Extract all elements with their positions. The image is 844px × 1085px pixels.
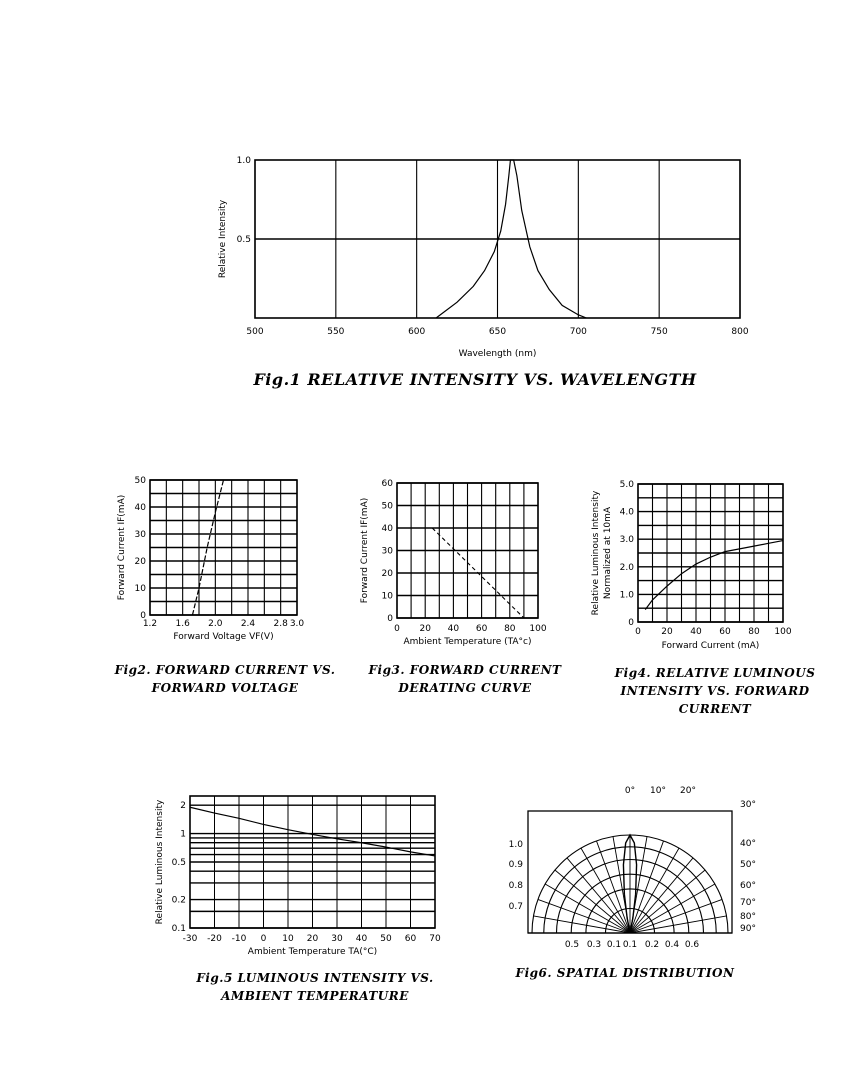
fig2-xtick-label-5: 3.0	[289, 619, 305, 629]
fig6-angle-label-1: 10°	[650, 786, 666, 796]
fig3-ytick-label-4: 40	[381, 524, 393, 534]
fig4-xlabel: Forward Current (mA)	[661, 641, 760, 651]
fig6-caption: Fig6. SPATIAL DISTRIBUTION	[515, 966, 735, 980]
fig4-xtick-label-2: 40	[690, 627, 702, 637]
fig4-ylabel2: Normalized at 10mA	[603, 506, 613, 600]
fig3-chart	[355, 475, 555, 655]
fig4-ylabel: Relative Luminous Intensity	[591, 490, 601, 616]
fig5-xtick-label-3: 0	[260, 934, 267, 944]
fig6-bottom-label-0: 0.5	[564, 940, 580, 950]
fig6-plot	[508, 785, 756, 955]
fig2-chart	[110, 470, 310, 650]
fig6-angle-label-0: 0°	[624, 786, 636, 796]
fig4-ytick-label-0: 0	[628, 618, 634, 628]
fig5-caption: Fig.5 LUMINOUS INTENSITY VS. AMBIENT TEMPERATURE	[196, 971, 434, 1003]
fig1-ylabel: Relative Intensity	[218, 199, 228, 279]
fig6-bottom-label-1: 0.3	[586, 940, 602, 950]
fig6-angle-label-7: 70°	[740, 898, 756, 908]
fig5-xtick-label-8: 50	[380, 934, 392, 944]
fig4-xtick-label-0: 0	[635, 627, 641, 637]
fig6-chart	[508, 785, 756, 955]
fig3-xtick-label-4: 80	[504, 624, 516, 634]
fig5-xlabel: Ambient Temperature TA(°C)	[247, 947, 378, 957]
fig6-radial-label-3: 0.7	[508, 902, 523, 912]
fig2-xtick-label-1: 1.6	[175, 619, 190, 629]
fig4-plot	[585, 478, 800, 658]
fig5-xtick-label-2: -10	[231, 934, 247, 944]
fig4-xtick-label-3: 60	[719, 627, 731, 637]
fig2-ytick-label-1: 10	[134, 584, 146, 594]
fig2-xtick-label-3: 2.4	[240, 619, 256, 629]
fig6-angle-label-3: 30°	[740, 800, 756, 810]
fig3-ytick-label-0: 0	[387, 614, 393, 624]
fig1-xtick-label-0: 500	[246, 327, 264, 337]
fig5-xtick-label-1: -20	[207, 934, 222, 944]
fig1-xtick-label-6: 800	[731, 327, 749, 337]
fig5-ytick-label-0: 0.1	[171, 924, 186, 934]
fig6-bottom-label-2: 0.1	[606, 940, 622, 950]
fig5-xtick-label-10: 70	[429, 934, 441, 944]
fig3-xtick-label-0: 0	[394, 624, 400, 634]
fig2-caption: Fig2. FORWARD CURRENT VS. FORWARD VOLTAGE	[114, 663, 336, 695]
fig6-bottom-label-4: 0.2	[644, 940, 660, 950]
fig6-radial-label-2: 0.8	[508, 881, 523, 891]
fig5-xtick-label-7: 40	[355, 934, 368, 944]
fig4-caption: Fig4. RELATIVE LUMINOUS INTENSITY VS. FORWARD CURRENT	[614, 666, 816, 716]
fig5-xtick-label-5: 20	[306, 934, 319, 944]
fig6-angle-label-9: 90°	[740, 924, 756, 934]
fig2-xtick-label-0: 1.2	[142, 619, 158, 629]
fig6-radial-label-0: 1.0	[508, 840, 523, 850]
fig3-ytick-label-3: 30	[381, 546, 393, 557]
fig5-xtick-label-4: 10	[282, 934, 294, 944]
fig3-ytick-label-1: 10	[381, 591, 393, 602]
fig4-ytick-label-4: 4.0	[619, 507, 634, 518]
fig5-chart	[148, 788, 448, 968]
fig4-xtick-label-1: 20	[661, 627, 673, 637]
fig5-ytick-label-3: 1	[180, 829, 186, 840]
fig6-bottom-label-5: 0.4	[664, 940, 680, 950]
fig5-ytick-label-2: 0.5	[171, 858, 186, 868]
fig6-bottom-label-6: 0.6	[684, 940, 700, 950]
fig2-plot	[110, 470, 310, 650]
fig6-angle-label-2: 20°	[680, 786, 696, 796]
fig2-xtick-label-2: 2.0	[208, 619, 223, 629]
fig6-angle-label-8: 80°	[740, 912, 756, 922]
fig2-ytick-label-0: 0	[140, 611, 146, 621]
fig3-ytick-label-5: 50	[381, 501, 393, 512]
fig2-ytick-label-2: 20	[134, 557, 146, 567]
fig6-angle-label-4: 40°	[740, 839, 756, 849]
fig2-xtick-label-4: 2.8	[273, 619, 288, 629]
fig5-plot	[148, 788, 448, 968]
fig6-angle-label-6: 60°	[740, 881, 756, 891]
fig1-xtick-label-2: 600	[408, 327, 426, 337]
fig3-xtick-label-3: 60	[475, 624, 488, 634]
fig1-ytick-label-1: 1.0	[236, 156, 251, 166]
fig4-ytick-label-3: 3.0	[619, 535, 634, 546]
fig4-series-0-line	[645, 541, 783, 610]
fig2-xlabel: Forward Voltage VF(V)	[173, 632, 274, 642]
fig1-caption: Fig.1 RELATIVE INTENSITY VS. WAVELENGTH	[253, 370, 697, 389]
fig1-plot	[200, 150, 760, 380]
fig3-xlabel: Ambient Temperature (TA°c)	[403, 637, 532, 647]
fig5-ytick-label-1: 0.2	[171, 895, 186, 906]
fig5-xtick-label-0: -30	[182, 934, 198, 944]
fig3-ytick-label-6: 60	[381, 479, 393, 489]
fig2-ylabel: Forward Current IF(mA)	[117, 494, 127, 601]
fig3-ylabel: Forward Current IF(mA)	[360, 497, 370, 604]
fig4-xtick-label-4: 80	[748, 627, 760, 637]
fig5-ytick-label-4: 2	[180, 801, 186, 812]
fig4-ytick-label-2: 2.0	[619, 562, 634, 573]
fig2-ytick-label-3: 30	[134, 530, 146, 540]
fig1-xtick-label-4: 700	[569, 327, 587, 337]
fig5-xtick-label-9: 60	[404, 934, 417, 944]
fig1-chart	[200, 150, 760, 380]
fig6-radial-label-1: 0.9	[508, 860, 523, 870]
fig3-xtick-label-5: 100	[529, 624, 547, 634]
fig3-xtick-label-2: 40	[447, 624, 460, 634]
fig3-xtick-label-1: 20	[419, 624, 431, 634]
fig4-chart	[585, 478, 800, 658]
fig1-xlabel: Wavelength (nm)	[458, 349, 537, 359]
fig4-ytick-label-1: 1.0	[619, 590, 634, 601]
fig3-caption: Fig3. FORWARD CURRENT DERATING CURVE	[368, 663, 562, 695]
fig3-ytick-label-2: 20	[381, 569, 393, 579]
fig4-ytick-label-5: 5.0	[619, 480, 634, 490]
fig6-angle-label-5: 50°	[740, 860, 756, 870]
fig5-xtick-label-6: 30	[331, 934, 343, 944]
fig2-ytick-label-4: 40	[134, 503, 146, 513]
fig1-xtick-label-3: 650	[488, 327, 507, 337]
fig1-xtick-label-5: 750	[650, 327, 668, 337]
fig5-ylabel: Relative Luminous Intensity	[155, 799, 165, 925]
fig2-ytick-label-5: 50	[134, 476, 146, 486]
fig6-bottom-label-3: 0.1	[622, 940, 638, 950]
fig1-ytick-label-0: 0.5	[236, 235, 251, 245]
fig3-plot	[355, 475, 555, 655]
fig4-xtick-label-5: 100	[774, 627, 792, 637]
fig1-xtick-label-1: 550	[327, 327, 345, 337]
